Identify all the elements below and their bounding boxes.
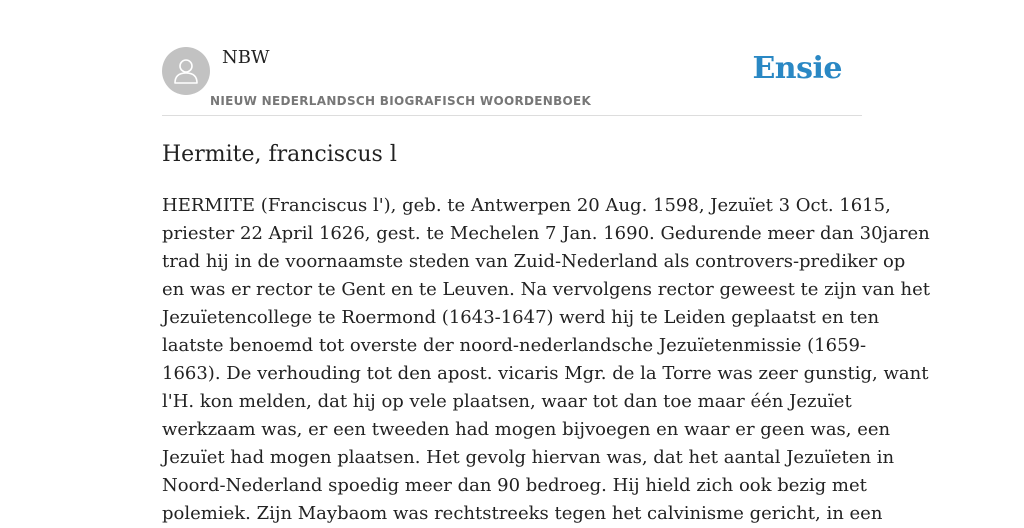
article-title: Hermite, franciscus l bbox=[162, 142, 397, 167]
body-line: Jezuïet had mogen plaatsen. Het gevolg hiervan was, dat het aantal Jezuïeten in bbox=[162, 447, 895, 468]
source-subtitle: NIEUW NEDERLANDSCH BIOGRAFISCH WOORDENBOEK bbox=[210, 94, 592, 108]
body-line: laatste benoemd tot overste der noord-nederlandsche Jezuïetenmissie (1659- bbox=[162, 335, 867, 356]
body-line: Jezuïetencollege te Roermond (1643-1647) werd hij te Leiden geplaatst en ten bbox=[162, 307, 880, 328]
body-line: trad hij in de voornaamste steden van Zuid-Nederland als controvers-prediker op bbox=[162, 251, 906, 272]
brand-logo[interactable]: Ensie bbox=[752, 51, 842, 86]
body-line: 1663). De verhouding tot den apost. vicaris Mgr. de la Torre was zeer gunstig, want bbox=[162, 363, 929, 384]
body-line: l'H. kon melden, dat hij op vele plaatsen, waar tot dan toe maar één Jezuïet bbox=[162, 391, 852, 412]
body-line: priester 22 April 1626, gest. te Mechelen 7 Jan. 1690. Gedurende meer dan 30jaren bbox=[162, 223, 930, 244]
body-line: Noord-Nederland spoedig meer dan 90 bedroeg. Hij hield zich ook bezig met bbox=[162, 475, 867, 496]
body-line: werkzaam was, er een tweeden had mogen bijvoegen en waar er geen was, een bbox=[162, 419, 891, 440]
body-line: HERMITE (Franciscus l'), geb. te Antwerpen 20 Aug. 1598, Jezuïet 3 Oct. 1615, bbox=[162, 195, 891, 216]
body-line: polemiek. Zijn Maybaom was rechtstreeks tegen het calvinisme gericht, in een bbox=[162, 503, 883, 524]
source-header bbox=[162, 0, 862, 116]
body-line: en was er rector te Gent en te Leuven. Na vervolgens rector geweest te zijn van het bbox=[162, 279, 930, 300]
article-body bbox=[162, 192, 930, 528]
user-icon bbox=[171, 56, 201, 86]
source-name[interactable]: NBW bbox=[222, 47, 270, 68]
source-avatar[interactable] bbox=[162, 47, 210, 95]
